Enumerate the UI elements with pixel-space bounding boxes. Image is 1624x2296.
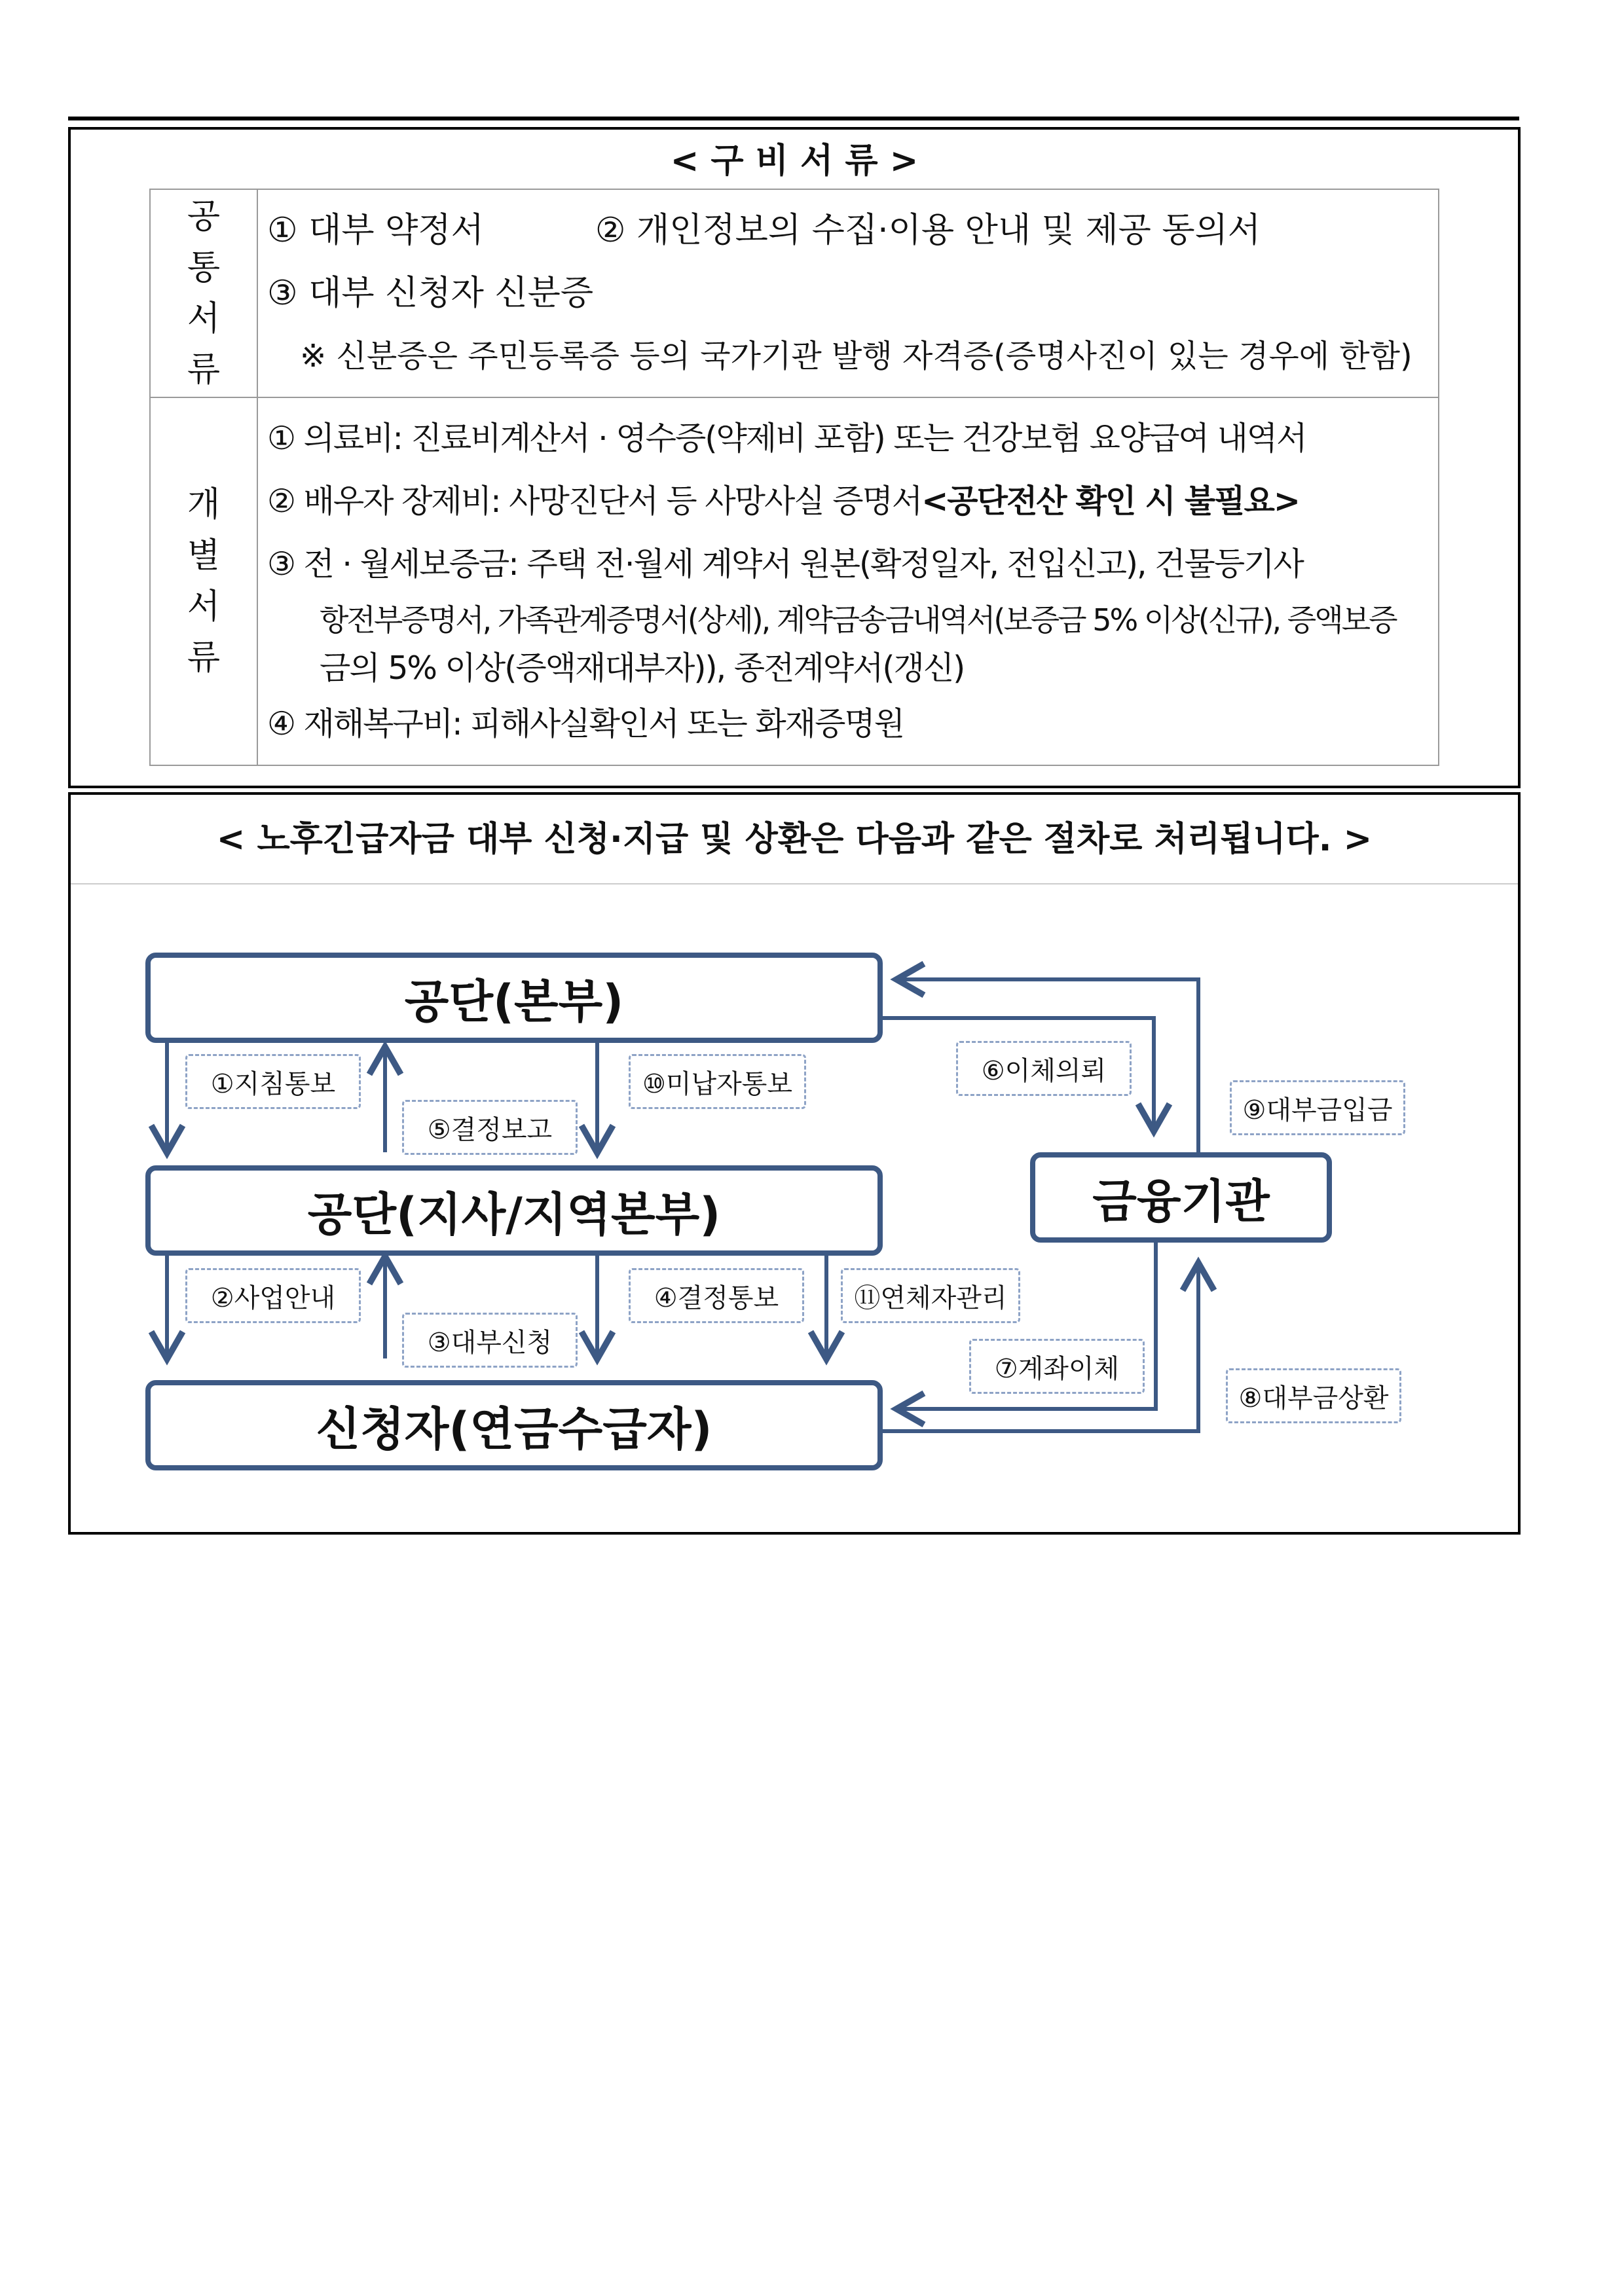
step-5-decision-report: ⑤결정보고 — [402, 1100, 578, 1155]
step-11-overdue-management: ⑪연체자관리 — [841, 1268, 1020, 1323]
node-financial-institution: 금융기관 — [1030, 1152, 1332, 1243]
step-10-unpaid-notice: ⑩미납자통보 — [629, 1054, 806, 1109]
individual-item-2-emphasis: <공단전산 확인 시 불필요> — [921, 483, 1299, 520]
individual-category: 개 별 서 류 — [150, 397, 257, 765]
step-4-decision-notice: ④결정통보 — [629, 1268, 804, 1323]
step-3-loan-application: ③대부신청 — [402, 1313, 578, 1368]
step-2-business-guide: ②사업안내 — [185, 1268, 361, 1323]
individual-item-3-line-3: 금의 5% 이상(증액재대부자)), 종전계약서(갱신) — [320, 649, 965, 687]
individual-item-4: ④ 재해복구비: 피해사실확인서 또는 화재증명원 — [267, 705, 904, 742]
common-item-3: ③ 대부 신청자 신분증 — [267, 274, 594, 313]
step-8-loan-repayment: ⑧대부금상환 — [1226, 1368, 1401, 1423]
step-1-guideline-notice: ①지침통보 — [185, 1054, 361, 1109]
node-nps-branch: 공단(지사/지역본부) — [145, 1165, 883, 1256]
node-nps-headquarters: 공단(본부) — [145, 953, 883, 1043]
individual-item-2: ② 배우자 장제비: 사망진단서 등 사망사실 증명서 — [267, 483, 922, 520]
individual-item-1: ① 의료비: 진료비계산서 · 영수증(약제비 포함) 또는 건강보험 요양급여 내역서 — [267, 420, 1306, 457]
common-item-2: ② 개인정보의 수집·이용 안내 및 제공 동의서 — [595, 211, 1261, 250]
individual-item-3-line-1: ③ 전 · 월세보증금: 주택 전·월세 계약서 원본(확정일자, 전입신고), 건물등기사 — [267, 545, 1303, 583]
documents-title: < 구 비 서 류 > — [670, 141, 919, 181]
step-9-loan-deposit: ⑨대부금입금 — [1230, 1080, 1405, 1135]
common-item-1: ① 대부 약정서 — [267, 211, 484, 250]
step-7-account-transfer: ⑦계좌이체 — [969, 1339, 1145, 1394]
node-applicant: 신청자(연금수급자) — [145, 1380, 883, 1470]
common-note: ※ 신분증은 주민등록증 등의 국가기관 발행 자격증(증명사진이 있는 경우에 한함) — [300, 338, 1412, 374]
step-6-transfer-request: ⑥이체의뢰 — [956, 1041, 1132, 1096]
individual-item-3-line-2: 항전부증명서, 가족관계증명서(상세), 계약금송금내역서(보증금 5% 이상(신규), 증액보증 — [320, 602, 1396, 638]
procedure-title: < 노후긴급자금 대부 신청·지급 및 상환은 다음과 같은 절차로 처리됩니다. > — [216, 820, 1373, 859]
common-category: 공 통 서 류 — [150, 189, 257, 397]
